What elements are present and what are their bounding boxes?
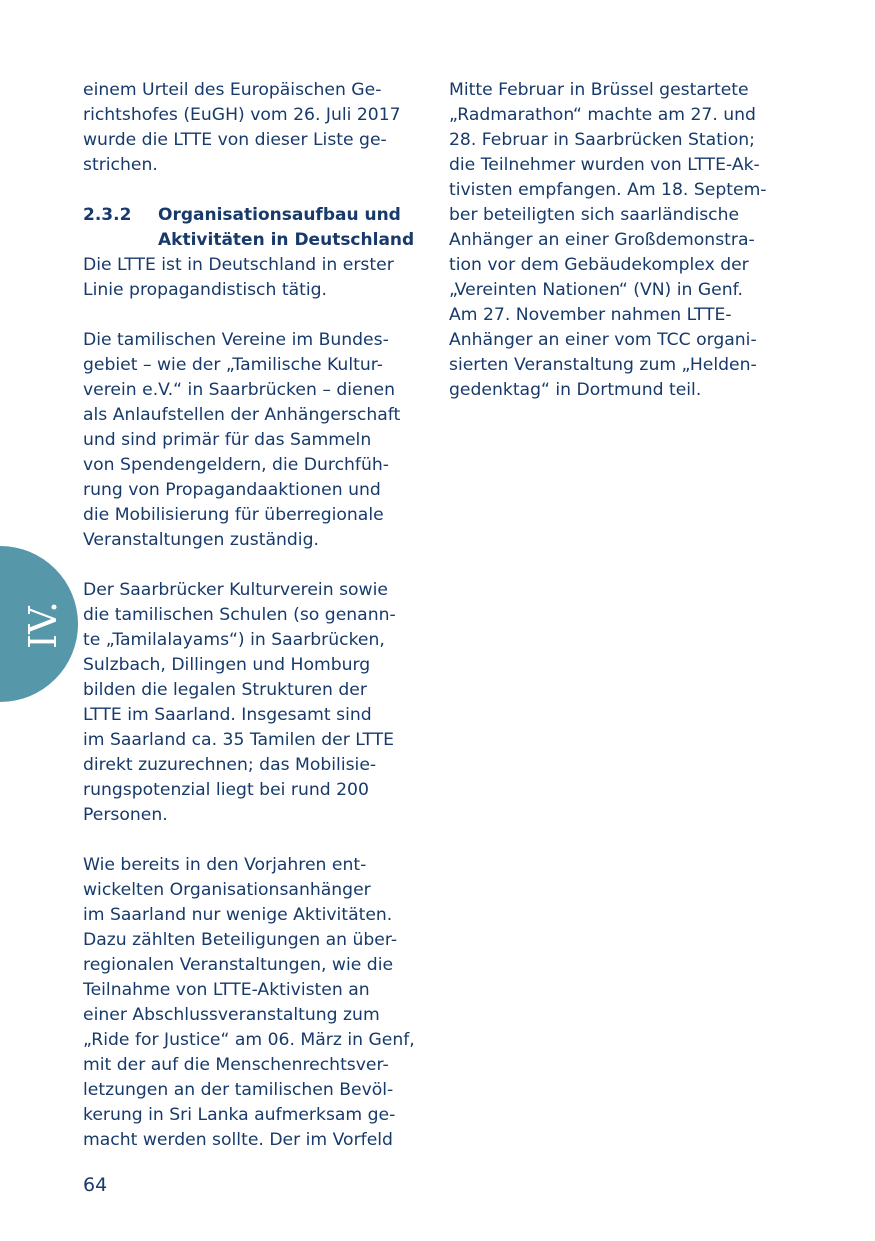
text-line: die Mobilisierung für überregionale xyxy=(83,505,384,525)
text-line: „Radmarathon“ machte am 27. und xyxy=(449,105,756,125)
text-line: ber beteiligten sich saarländische xyxy=(449,205,740,225)
text-line: Mitte Februar in Brüssel gestartete xyxy=(449,80,749,100)
text-line: einer Abschlussveranstaltung zum xyxy=(83,1005,380,1025)
text-line: Sulzbach, Dillingen und Homburg xyxy=(83,655,371,675)
text-line: letzungen an der tamilischen Bevöl- xyxy=(83,1080,394,1100)
text-line: richtshofes (EuGH) vom 26. Juli 2017 xyxy=(83,105,401,125)
text-line: 28. Februar in Saarbrücken Station; xyxy=(449,130,755,150)
text-line: gebiet – wie der „Tamilische Kultur- xyxy=(83,355,383,375)
text-line: strichen. xyxy=(83,155,158,175)
text-line: Teilnahme von LTTE-Aktivisten an xyxy=(83,980,370,1000)
text-line: LTTE im Saarland. Insgesamt sind xyxy=(83,705,372,725)
text-line: Organisationsaufbau und xyxy=(158,205,401,225)
paragraph xyxy=(83,78,424,178)
text-line: Dazu zählten Beteiligungen an über- xyxy=(83,930,398,950)
text-line: wickelten Organisationsanhänger xyxy=(83,880,371,900)
text-line: Linie propagandistisch tätig. xyxy=(83,280,328,300)
paragraph xyxy=(83,328,424,553)
paragraph xyxy=(83,578,424,828)
text-line: gedenktag“ in Dortmund teil. xyxy=(449,380,702,400)
text-line: sierten Veranstaltung zum „Helden- xyxy=(449,355,757,375)
text-line: Personen. xyxy=(83,805,168,825)
text-line: direkt zuzurechnen; das Mobilisie- xyxy=(83,755,377,775)
text-line: und sind primär für das Sammeln xyxy=(83,430,372,450)
text-line: regionalen Veranstaltungen, wie die xyxy=(83,955,394,975)
chapter-marker: IV. xyxy=(21,601,65,649)
text-line: die tamilischen Schulen (so genann- xyxy=(83,605,396,625)
text-line: Aktivitäten in Deutschland xyxy=(158,230,415,250)
paragraph xyxy=(83,853,424,1153)
text-line: bilden die legalen Strukturen der xyxy=(83,680,367,700)
text-line: tivisten empfangen. Am 18. Septem- xyxy=(449,180,767,200)
text-line: rungspotenzial liegt bei rund 200 xyxy=(83,780,369,800)
text-line: wurde die LTTE von dieser Liste ge- xyxy=(83,130,387,150)
section-number: 2.3.2 xyxy=(83,205,132,225)
text-line: Anhänger an einer Großdemonstra- xyxy=(449,230,755,250)
text-line: mit der auf die Menschenrechtsver- xyxy=(83,1055,389,1075)
text-line: die Teilnehmer wurden von LTTE-Ak- xyxy=(449,155,760,175)
text-line: te „Tamilalayams“) in Saarbrücken, xyxy=(83,630,385,650)
text-line: Anhänger an einer vom TCC organi- xyxy=(449,330,757,350)
text-line: Wie bereits in den Vorjahren ent- xyxy=(83,855,367,875)
text-line: Veranstaltungen zuständig. xyxy=(83,530,319,550)
text-line: „Vereinten Nationen“ (VN) in Genf. xyxy=(449,280,743,300)
text-line: rung von Propagandaaktionen und xyxy=(83,480,381,500)
text-line: von Spendengeldern, die Durchfüh- xyxy=(83,455,389,475)
text-line: Die tamilischen Vereine im Bundes- xyxy=(83,330,389,350)
text-line: im Saarland nur wenige Aktivitäten. xyxy=(83,905,393,925)
text-line: macht werden sollte. Der im Vorfeld xyxy=(83,1130,393,1150)
paragraph xyxy=(449,78,790,403)
text-line: kerung in Sri Lanka aufmerksam ge- xyxy=(83,1105,396,1125)
page-number: 64 xyxy=(83,1174,108,1196)
paragraph xyxy=(83,253,424,303)
section-title xyxy=(158,203,424,253)
text-line: im Saarland ca. 35 Tamilen der LTTE xyxy=(83,730,395,750)
section-heading xyxy=(83,203,424,253)
text-line: tion vor dem Gebäudekomplex der xyxy=(449,255,749,275)
text-line: als Anlaufstellen der Anhängerschaft xyxy=(83,405,401,425)
text-line: einem Urteil des Europäischen Ge- xyxy=(83,80,382,100)
right-column xyxy=(449,78,790,403)
text-line: Der Saarbrücker Kulturverein sowie xyxy=(83,580,388,600)
text-line: verein e.V.“ in Saarbrücken – dienen xyxy=(83,380,395,400)
left-column xyxy=(83,78,424,1153)
text-line: Am 27. November nahmen LTTE- xyxy=(449,305,732,325)
text-line: Die LTTE ist in Deutschland in erster xyxy=(83,255,394,275)
text-line: „Ride for Justice“ am 06. März in Genf, xyxy=(83,1030,415,1050)
